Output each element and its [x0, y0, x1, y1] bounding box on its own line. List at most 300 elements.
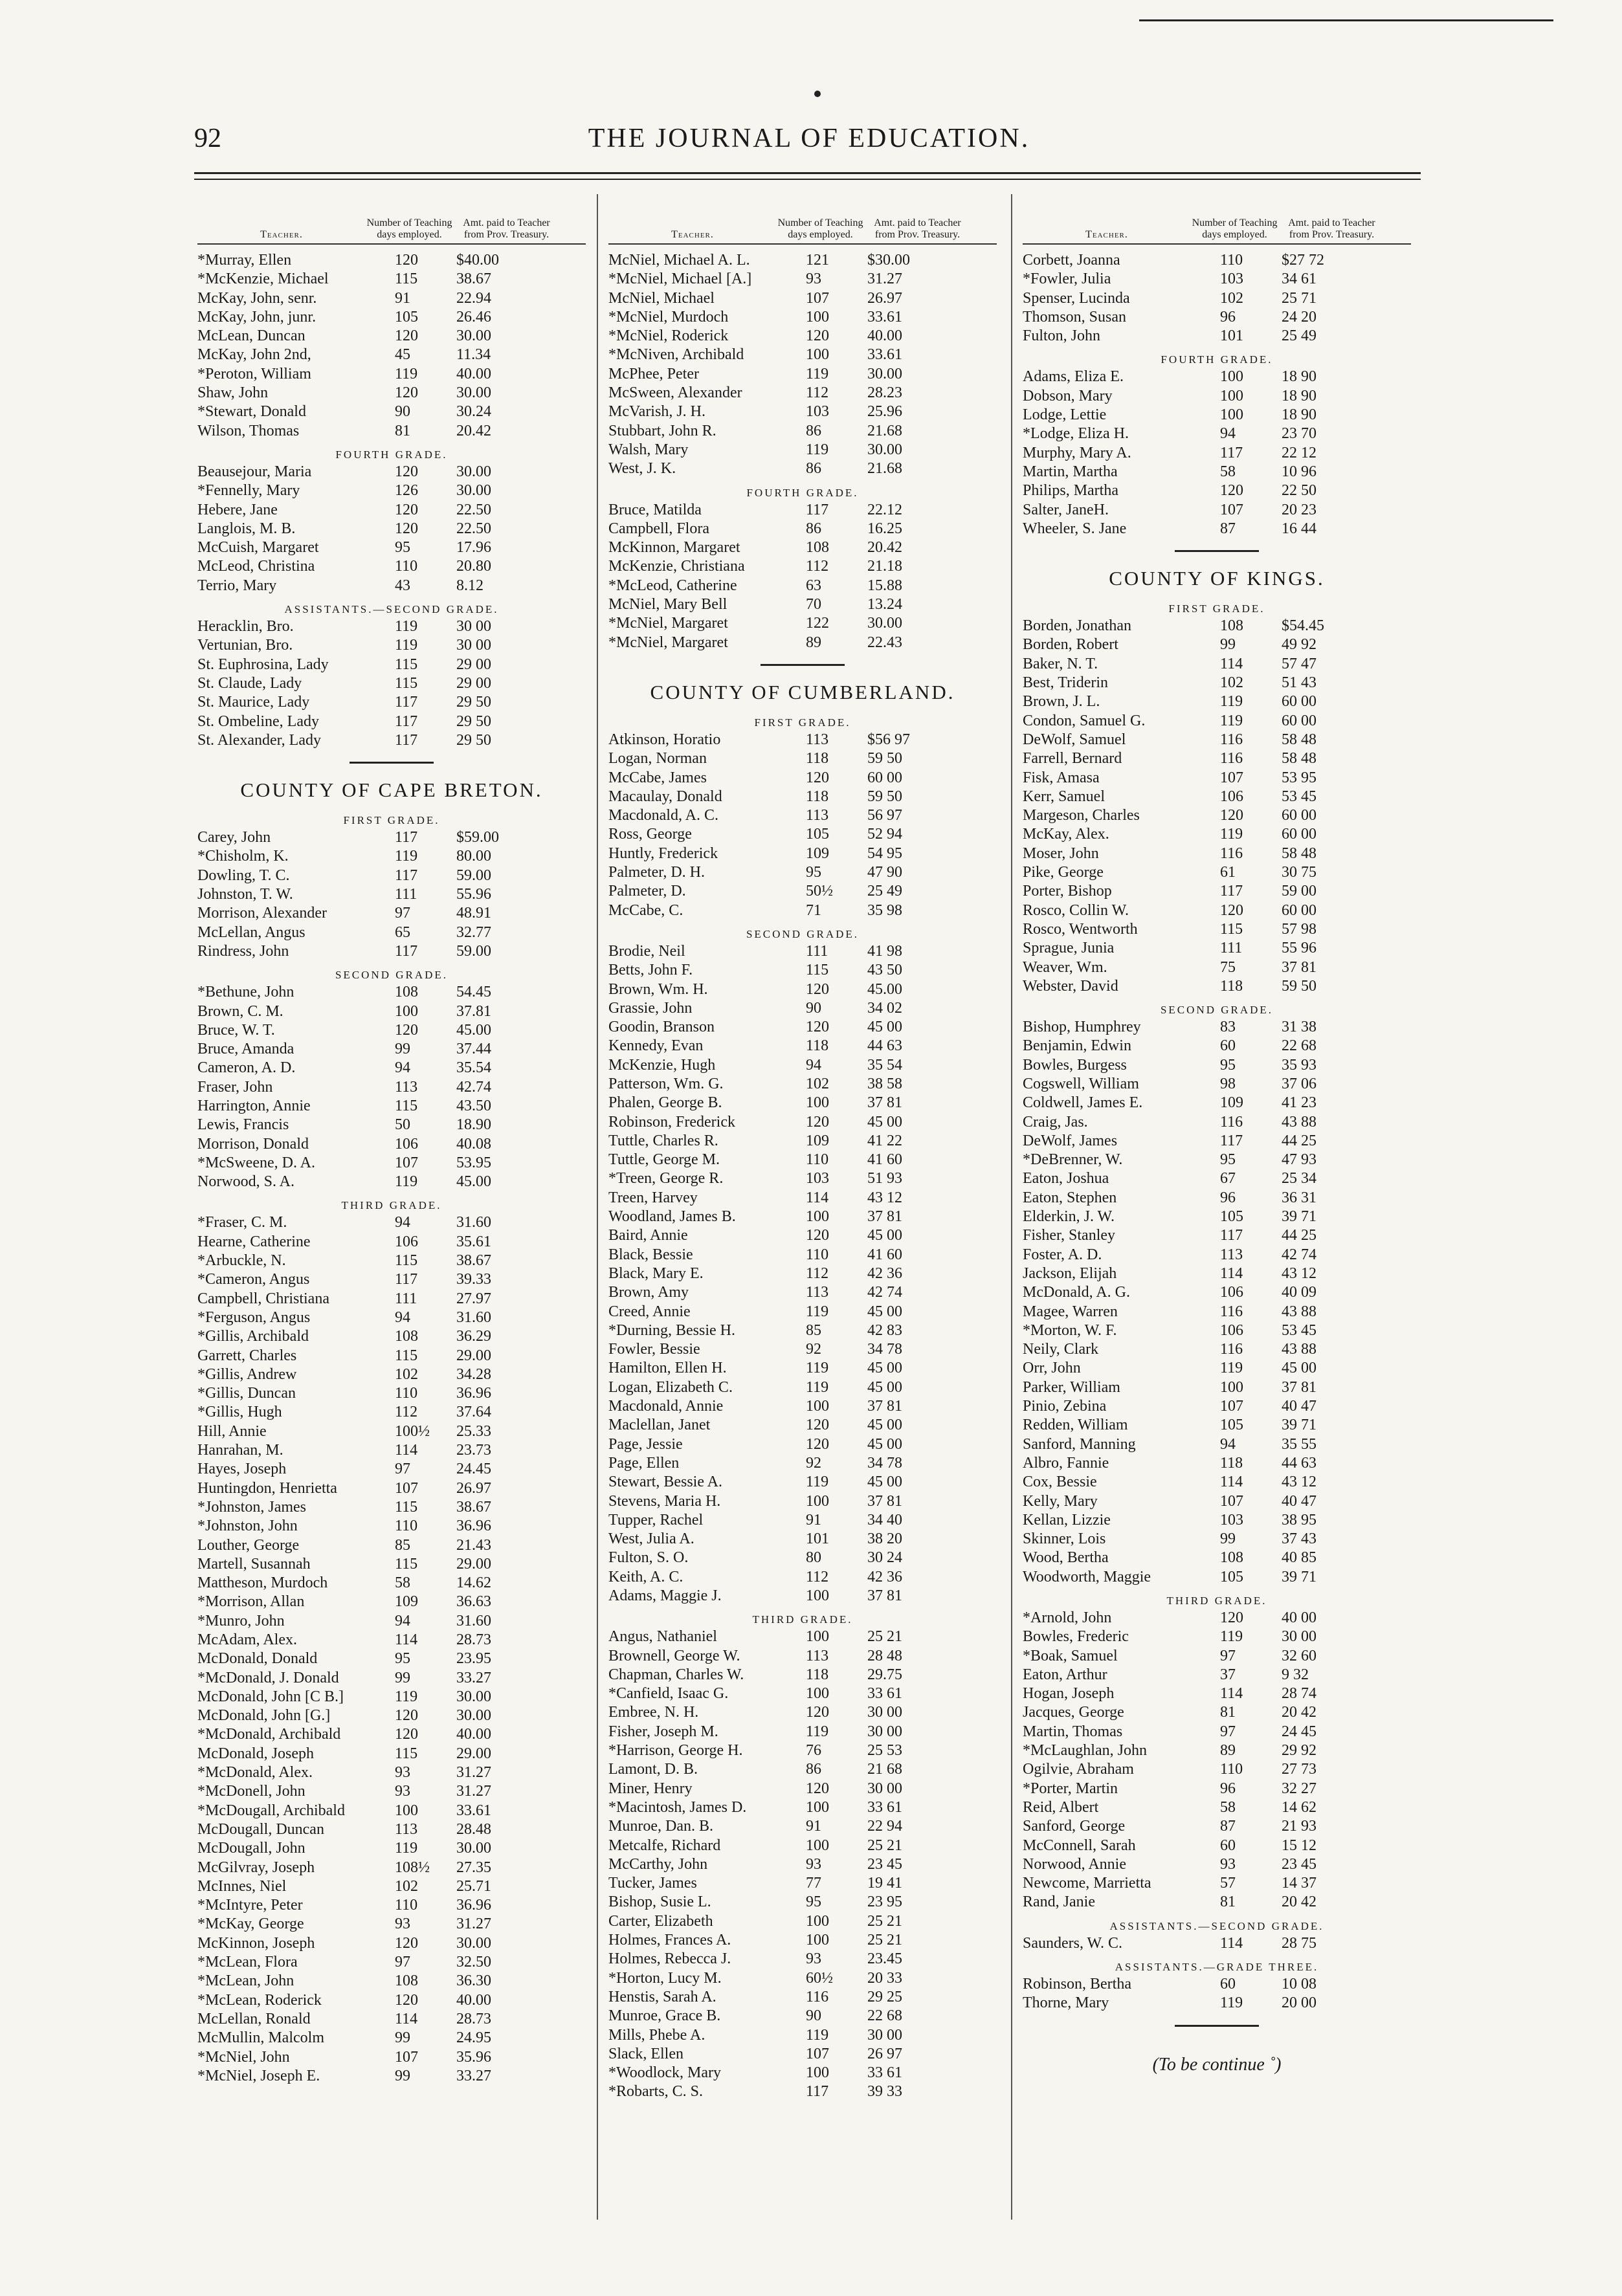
amount-paid: 10 08: [1282, 1976, 1316, 1993]
grade-heading: THIRD GRADE.: [1166, 1595, 1267, 1607]
amount-paid: 45 00: [867, 1435, 902, 1453]
days-column-header: Number of Teaching days employed.: [1192, 217, 1278, 240]
teacher-name: Newcome, Marrietta: [1023, 1875, 1151, 1892]
table-row: [197, 693, 586, 712]
teaching-days: 120: [395, 520, 418, 537]
teaching-days: 100: [806, 1398, 829, 1415]
table-row: [1023, 1530, 1411, 1549]
table-row: [197, 1725, 586, 1744]
teacher-name: Philips, Martha: [1023, 482, 1118, 500]
teaching-days: 115: [1220, 920, 1243, 938]
teacher-name: McConnell, Sarah: [1023, 1837, 1136, 1854]
table-row: [1023, 520, 1411, 538]
teaching-days: 99: [395, 1041, 410, 1058]
teacher-name: *Boak, Samuel: [1023, 1647, 1118, 1664]
teaching-days: 115: [395, 1097, 418, 1114]
days-column-header: Number of Teaching days employed.: [366, 217, 452, 240]
grade-heading: FIRST GRADE.: [343, 814, 440, 827]
teacher-name: Baker, N. T.: [1023, 655, 1098, 672]
teacher-name: Margeson, Charles: [1023, 807, 1140, 824]
amount-paid: $54.45: [1282, 617, 1324, 635]
teaching-days: 71: [806, 901, 821, 919]
table-row: [608, 825, 997, 844]
teacher-name: McKenzie, Christiana: [608, 558, 745, 575]
teaching-days: 108: [1220, 617, 1243, 635]
table-row: [608, 806, 997, 825]
amount-paid: 40.08: [456, 1135, 491, 1153]
teacher-name: *McLaughlan, John: [1023, 1742, 1147, 1760]
grade-heading: THIRD GRADE.: [341, 1199, 442, 1212]
amount-paid: 14 62: [1282, 1798, 1316, 1816]
amount-paid: 31.27: [867, 270, 902, 288]
teacher-name: Rindress, John: [197, 942, 289, 960]
teacher-name: Eaton, Stephen: [1023, 1189, 1117, 1206]
table-row: [608, 1549, 997, 1567]
amount-paid: 26.97: [456, 1479, 491, 1497]
teaching-days: 120: [395, 501, 418, 518]
grade-heading: FOURTH GRADE.: [1161, 353, 1273, 366]
table-row: [608, 1435, 997, 1454]
teacher-name: Ogilvie, Abraham: [1023, 1761, 1134, 1778]
teaching-days: 118: [1220, 1454, 1243, 1472]
table-row: [608, 882, 997, 901]
teaching-days: 114: [395, 1631, 418, 1648]
teaching-days: 80: [806, 1549, 821, 1567]
teaching-days: 94: [395, 1308, 410, 1326]
amount-paid: 30.00: [456, 1707, 491, 1725]
table-row: [1023, 270, 1411, 289]
amount-paid: 45 00: [867, 1378, 902, 1396]
teacher-name: Brodie, Neil: [608, 942, 685, 960]
amount-paid: 38.67: [456, 270, 491, 288]
teaching-days: 100: [806, 346, 829, 364]
table-row: [1023, 406, 1411, 425]
teaching-days: 120: [806, 769, 829, 786]
teacher-name: *McLean, John: [197, 1972, 294, 1990]
amount-paid: 28 74: [1282, 1685, 1316, 1703]
teaching-days: 112: [806, 558, 829, 575]
teacher-name: Magee, Warren: [1023, 1303, 1118, 1320]
teaching-days: 81: [1220, 1704, 1236, 1721]
table-row: [608, 961, 997, 980]
table-row: [197, 289, 586, 308]
amount-paid: 22 50: [1282, 482, 1316, 500]
table-row: [1023, 844, 1411, 863]
table-row: [608, 788, 997, 806]
amount-paid: 32.77: [456, 923, 491, 941]
teaching-days: 116: [1220, 731, 1243, 748]
table-row: [1023, 863, 1411, 882]
table-row: [1023, 920, 1411, 939]
amount-paid: 37 81: [867, 1492, 902, 1510]
teaching-days: 107: [1220, 501, 1243, 518]
amount-paid: 22.12: [867, 501, 902, 518]
table-row: [608, 942, 997, 961]
column-divider: [1011, 194, 1012, 2220]
table-row: [197, 1213, 586, 1232]
teacher-name: *Gillis, Archibald: [197, 1328, 309, 1345]
teaching-days: 119: [395, 848, 418, 865]
amount-paid: 35 54: [867, 1056, 902, 1074]
amount-paid: 30 00: [456, 637, 491, 654]
amount-paid: 42 36: [867, 1264, 902, 1282]
teaching-days: 89: [806, 634, 821, 651]
teaching-days: 119: [395, 365, 418, 382]
teaching-days: 120: [395, 252, 418, 269]
table-row: [1023, 749, 1411, 768]
teacher-name: *Chisholm, K.: [197, 848, 289, 865]
teacher-name: St. Maurice, Lady: [197, 694, 310, 711]
amount-paid: 48.91: [456, 905, 491, 922]
amount-paid: 52 94: [867, 826, 902, 843]
teacher-name: *McKay, George: [197, 1915, 304, 1933]
amount-paid: 24 45: [1282, 1723, 1316, 1740]
amount-paid: 60 00: [1282, 901, 1316, 919]
amount-paid: 41 22: [867, 1132, 902, 1149]
table-row: [608, 1132, 997, 1151]
amount-paid: 43 50: [867, 962, 902, 979]
amount-paid: 20.80: [456, 558, 491, 575]
teaching-days: 109: [806, 844, 829, 862]
amount-paid: 42 36: [867, 1568, 902, 1585]
table-row: [608, 1056, 997, 1075]
teacher-name: McNiel, Michael: [608, 289, 715, 307]
continued-note: (To be continue ˚): [1152, 2054, 1282, 2075]
table-row: [1023, 289, 1411, 308]
table-row: [197, 1173, 586, 1191]
amount-paid: 21 68: [867, 1761, 902, 1778]
teaching-days: 111: [806, 942, 828, 960]
teacher-name: Fulton, John: [1023, 327, 1101, 345]
amount-paid: 20 42: [1282, 1893, 1316, 1911]
table-row: [1023, 1151, 1411, 1169]
table-row: [1023, 1760, 1411, 1779]
amount-paid: 35 98: [867, 901, 902, 919]
teacher-name: Hamilton, Ellen H.: [608, 1360, 727, 1377]
teacher-name: *Cameron, Angus: [197, 1271, 310, 1288]
teaching-days: 119: [806, 1474, 829, 1491]
amount-paid: 30.00: [456, 482, 491, 500]
teaching-days: 99: [1220, 1530, 1236, 1548]
amount-paid: 34.28: [456, 1365, 491, 1383]
teaching-days: 111: [395, 886, 417, 903]
teacher-name: McKay, John, junr.: [197, 308, 317, 326]
teaching-days: 92: [806, 1454, 821, 1472]
teaching-days: 110: [395, 558, 418, 575]
teacher-name: *McLean, Roderick: [197, 1991, 322, 2009]
teaching-days: 81: [395, 422, 410, 439]
table-row: [608, 501, 997, 520]
teacher-name: Louther, George: [197, 1536, 300, 1554]
table-row: [1023, 1321, 1411, 1340]
amount-paid: 11.34: [456, 346, 491, 364]
amount-paid: 28 48: [867, 1647, 902, 1664]
teacher-name: Hogan, Joseph: [1023, 1685, 1115, 1703]
teacher-name: Wood, Bertha: [1023, 1549, 1109, 1567]
amount-paid: 27 73: [1282, 1761, 1316, 1778]
teacher-name: *Lodge, Eliza H.: [1023, 425, 1129, 443]
teaching-days: 95: [395, 1650, 410, 1668]
teacher-name: Cogswell, William: [1023, 1075, 1139, 1092]
grade-heading: THIRD GRADE.: [752, 1613, 853, 1626]
table-row: [1023, 674, 1411, 692]
teaching-days: 120: [1220, 807, 1243, 824]
teacher-name: *Johnston, John: [197, 1518, 298, 1535]
teaching-days: 100: [1220, 387, 1243, 404]
amount-paid: 35 93: [1282, 1056, 1316, 1074]
county-heading: COUNTY OF CUMBERLAND.: [650, 680, 955, 703]
table-row: [197, 1991, 586, 2010]
table-row: [1023, 1798, 1411, 1817]
teaching-days: 106: [1220, 1284, 1243, 1301]
teaching-days: 101: [1220, 327, 1243, 345]
teaching-days: 115: [395, 674, 418, 692]
teacher-name: McDonald, John [G.]: [197, 1707, 331, 1725]
amount-paid: 30 00: [867, 1723, 902, 1740]
teacher-name: Holmes, Rebecca J.: [608, 1950, 731, 1968]
teaching-days: 108: [395, 1328, 418, 1345]
teacher-name: Page, Jessie: [608, 1435, 683, 1453]
teacher-name: Fraser, John: [197, 1078, 273, 1096]
teacher-name: Hanrahan, M.: [197, 1442, 283, 1459]
table-row: [197, 1612, 586, 1631]
teaching-days: 99: [395, 2067, 410, 2084]
table-row: [608, 441, 997, 459]
teaching-days: 100: [806, 1932, 829, 1949]
table-row: [608, 308, 997, 327]
teacher-name: Treen, Harvey: [608, 1189, 698, 1206]
table-row: [1023, 731, 1411, 749]
teaching-days: 95: [806, 864, 821, 881]
teaching-days: 109: [1220, 1094, 1243, 1112]
amount-paid: 25 21: [867, 1912, 902, 1930]
teaching-days: 107: [806, 289, 829, 307]
table-row: [197, 1763, 586, 1782]
teacher-name: Cameron, A. D.: [197, 1059, 296, 1077]
amount-paid: 23.45: [867, 1950, 902, 1968]
teacher-name: McLellan, Ronald: [197, 2010, 311, 2027]
amount-paid: 34 61: [1282, 270, 1316, 288]
teaching-days: 114: [806, 1189, 829, 1206]
amount-paid: 30.00: [867, 441, 902, 458]
table-row: [608, 863, 997, 882]
teacher-name: Lewis, Francis: [197, 1116, 289, 1134]
teaching-days: 119: [1220, 693, 1243, 711]
amount-paid: 28 75: [1282, 1934, 1316, 1952]
table-row: [608, 1169, 997, 1188]
teacher-name: Adams, Eliza E.: [1023, 368, 1124, 386]
table-row: [197, 731, 586, 750]
table-row: [197, 1059, 586, 1077]
teacher-name: Neily, Clark: [1023, 1341, 1099, 1358]
table-row: [197, 1631, 586, 1650]
amount-paid: 57 98: [1282, 920, 1316, 938]
amount-paid: 37.81: [456, 1002, 491, 1020]
table-row: [608, 327, 997, 346]
amount-paid: 25 49: [1282, 327, 1316, 345]
table-row: [1023, 1378, 1411, 1397]
amount-paid: 17.96: [456, 539, 491, 557]
teaching-days: 50½: [806, 883, 833, 900]
teaching-days: 111: [1220, 940, 1243, 957]
teaching-days: 119: [395, 618, 418, 635]
teaching-days: 107: [1220, 769, 1243, 786]
teaching-days: 94: [1220, 425, 1236, 443]
teacher-name: Fisk, Amasa: [1023, 769, 1100, 786]
teaching-days: 87: [1220, 1818, 1236, 1835]
table-row: [608, 1741, 997, 1760]
teaching-days: 120: [806, 1704, 829, 1721]
table-row: [1023, 1075, 1411, 1094]
teacher-name: Elderkin, J. W.: [1023, 1208, 1115, 1226]
teaching-days: 102: [806, 1075, 829, 1092]
table-row: [197, 557, 586, 576]
amount-paid: 25 49: [867, 883, 902, 900]
teacher-name: McKinnon, Joseph: [197, 1934, 315, 1952]
teacher-name: McMullin, Malcolm: [197, 2029, 324, 2047]
amount-paid: 51 43: [1282, 674, 1316, 692]
teaching-days: 114: [1220, 1264, 1243, 1282]
teaching-days: 83: [1220, 1019, 1236, 1036]
teacher-name: Shaw, John: [197, 384, 269, 402]
amount-paid: 25.33: [456, 1422, 491, 1440]
amount-paid: 21.68: [867, 422, 902, 439]
table-row: [608, 1837, 997, 1855]
teaching-days: 120: [806, 1113, 829, 1131]
amount-paid: 28.23: [867, 384, 902, 402]
table-row: [1023, 1416, 1411, 1435]
teacher-name: Tucker, James: [608, 1875, 697, 1892]
amount-paid: 37.64: [456, 1404, 491, 1421]
teaching-days: 116: [1220, 1303, 1243, 1320]
table-row: [608, 1931, 997, 1950]
teacher-name: St. Ombeline, Lady: [197, 712, 319, 730]
teaching-days: 96: [1220, 308, 1236, 326]
teaching-days: 120: [395, 1934, 418, 1952]
teacher-name: Goodin, Branson: [608, 1019, 715, 1036]
amount-paid: 60 00: [867, 769, 902, 786]
teacher-name: *McSweene, D. A.: [197, 1154, 315, 1171]
teacher-name: Beausejour, Maria: [197, 463, 312, 480]
teacher-name: *McLean, Flora: [197, 1954, 298, 1971]
teacher-name: Bowles, Burgess: [1023, 1056, 1127, 1074]
table-row: [608, 731, 997, 749]
table-row: [197, 308, 586, 327]
teaching-days: 93: [806, 270, 821, 288]
teacher-name: Lodge, Lettie: [1023, 406, 1107, 424]
table-row: [1023, 1189, 1411, 1208]
teaching-days: 100: [1220, 406, 1243, 424]
amount-paid: 29.75: [867, 1666, 902, 1683]
teaching-days: 119: [1220, 1360, 1243, 1377]
amount-paid: 31 38: [1282, 1019, 1316, 1036]
teacher-name: McDougall, John: [197, 1840, 306, 1857]
table-row: [608, 2007, 997, 2026]
table-row: [1023, 806, 1411, 825]
teacher-name: McNiel, Mary Bell: [608, 596, 728, 613]
teacher-name: Kennedy, Evan: [608, 1037, 704, 1055]
amount-paid: 36.96: [456, 1897, 491, 1914]
teaching-days: 60½: [806, 1969, 833, 1987]
grade-heading: SECOND GRADE.: [1160, 1004, 1274, 1017]
table-row: [608, 1037, 997, 1055]
amount-paid: 20 23: [1282, 501, 1316, 518]
teaching-days: 119: [395, 637, 418, 654]
amount-paid: 22.43: [867, 634, 902, 651]
amount-paid: 36.96: [456, 1518, 491, 1535]
amount-column-header: Amt. paid to Teacher from Prov. Treasury.: [463, 217, 550, 240]
teaching-days: 117: [1220, 1227, 1243, 1244]
teaching-days: 105: [806, 826, 829, 843]
teaching-days: 103: [1220, 270, 1243, 288]
amount-paid: 34 02: [867, 999, 902, 1017]
teaching-days: 120: [806, 1019, 829, 1036]
teaching-days: 106: [395, 1135, 418, 1153]
amount-paid: 23 45: [867, 1855, 902, 1873]
amount-paid: 9 32: [1282, 1666, 1309, 1683]
amount-paid: 30.00: [867, 615, 902, 632]
teacher-name: *McDougall, Archibald: [197, 1802, 345, 1819]
teaching-days: 108½: [395, 1859, 430, 1876]
table-row: [608, 901, 997, 920]
teacher-name: McCarthy, John: [608, 1855, 708, 1873]
table-row: [608, 1075, 997, 1094]
teaching-days: 115: [395, 1252, 418, 1270]
table-row: [1023, 1994, 1411, 2013]
table-row: [197, 867, 586, 885]
table-row: [197, 1688, 586, 1706]
table-row: [197, 2067, 586, 2086]
amount-paid: 30.00: [456, 1934, 491, 1952]
teacher-name: McInnes, Niel: [197, 1877, 287, 1895]
amount-paid: 33.27: [456, 2067, 491, 2084]
table-row: [1023, 1113, 1411, 1132]
grade-heading: FOURTH GRADE.: [335, 448, 448, 461]
table-row: [608, 346, 997, 364]
teacher-name: Adams, Maggie J.: [608, 1587, 722, 1604]
amount-paid: 18.90: [456, 1116, 491, 1134]
amount-paid: 20 00: [1282, 1994, 1316, 2012]
teacher-name: Dobson, Mary: [1023, 387, 1113, 404]
amount-paid: 25 21: [867, 1932, 902, 1949]
teaching-days: 100: [806, 1837, 829, 1854]
table-row: [1023, 1226, 1411, 1245]
teaching-days: 103: [806, 403, 829, 421]
table-row: [608, 2026, 997, 2045]
table-row: [608, 1189, 997, 1208]
teacher-name: Corbett, Joanna: [1023, 252, 1120, 269]
teacher-name: *Robarts, C. S.: [608, 2083, 704, 2101]
teaching-days: 94: [1220, 1435, 1236, 1453]
teacher-name: *McIntyre, Peter: [197, 1897, 303, 1914]
teacher-name: Condon, Samuel G.: [1023, 712, 1146, 729]
table-row: [608, 1018, 997, 1037]
teacher-name: Betts, John F.: [608, 962, 693, 979]
table-row: [608, 749, 997, 768]
teacher-name: Wheeler, S. Jane: [1023, 520, 1127, 537]
teaching-days: 112: [806, 384, 829, 402]
teaching-days: 105: [1220, 1568, 1243, 1585]
amount-paid: 45 00: [867, 1360, 902, 1377]
teacher-name: DeWolf, Samuel: [1023, 731, 1126, 748]
teacher-name: *McNiel, Joseph E.: [197, 2067, 320, 2084]
teacher-name: Pike, George: [1023, 864, 1104, 881]
table-row: [197, 1972, 586, 1991]
table-row: [1023, 901, 1411, 920]
teacher-name: Brown, Amy: [608, 1284, 689, 1301]
amount-paid: 54.45: [456, 984, 491, 1001]
teaching-days: 106: [395, 1233, 418, 1250]
